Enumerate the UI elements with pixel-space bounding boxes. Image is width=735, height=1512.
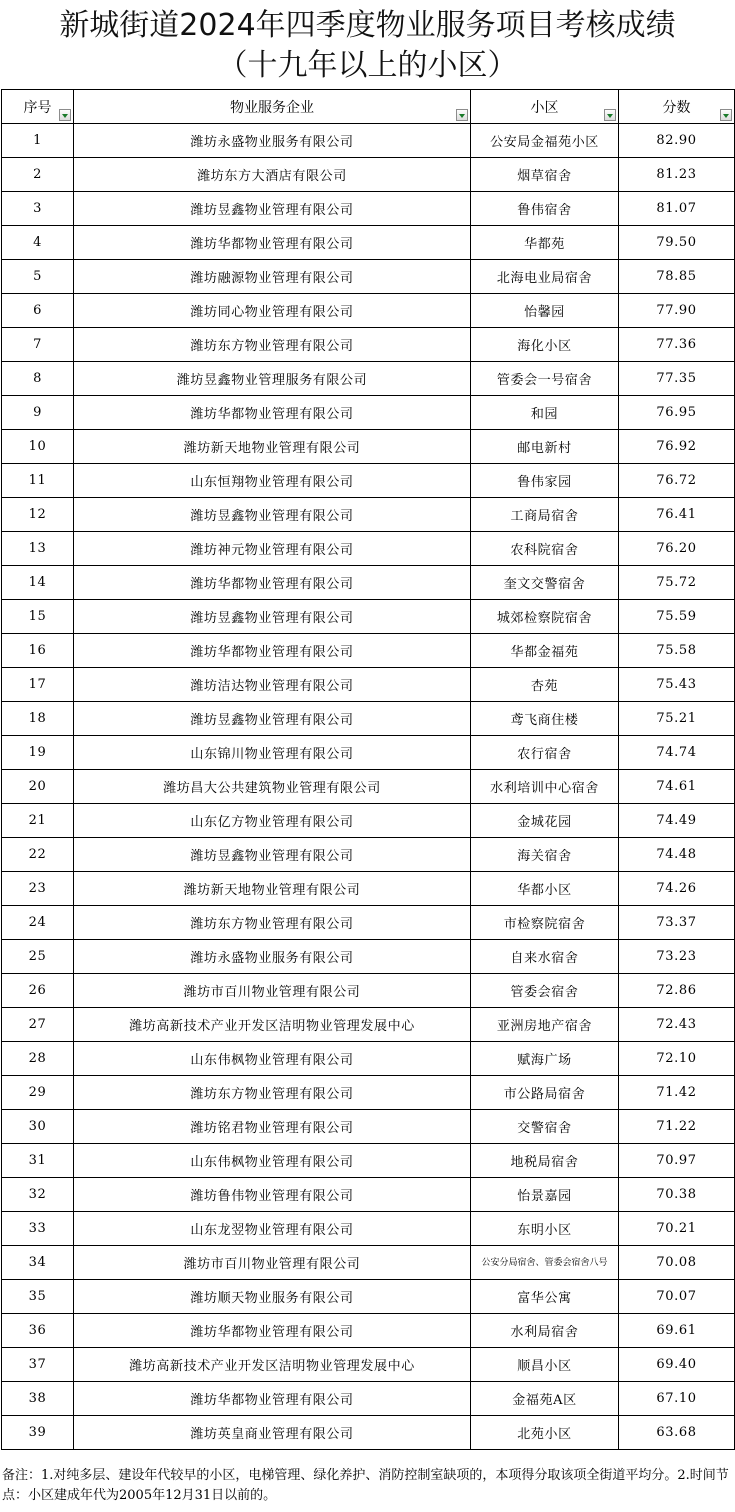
score: 76.41 <box>619 498 735 532</box>
community-name: 管委会宿舍 <box>471 974 619 1008</box>
header-label: 分数 <box>662 99 691 116</box>
score: 70.21 <box>619 1212 735 1246</box>
table-row <box>2 396 735 430</box>
community-name: 东明小区 <box>471 1212 619 1246</box>
row-index: 38 <box>2 1382 74 1416</box>
table-row <box>2 532 735 566</box>
filter-dropdown-icon[interactable] <box>604 109 616 121</box>
company-name: 潍坊洁达物业管理有限公司 <box>74 668 471 702</box>
community-name: 华都苑 <box>471 226 619 260</box>
score: 75.43 <box>619 668 735 702</box>
community-name: 城郊检察院宿舍 <box>471 600 619 634</box>
community-name: 鲁伟家园 <box>471 464 619 498</box>
table-row <box>2 1416 735 1450</box>
community-name: 邮电新村 <box>471 430 619 464</box>
row-index: 29 <box>2 1076 74 1110</box>
table-row <box>2 668 735 702</box>
community-name: 鸢飞商住楼 <box>471 702 619 736</box>
score: 70.97 <box>619 1144 735 1178</box>
row-index: 34 <box>2 1246 74 1280</box>
score: 75.72 <box>619 566 735 600</box>
community-name: 亚洲房地产宿舍 <box>471 1008 619 1042</box>
header-label: 小区 <box>530 99 559 116</box>
row-index: 11 <box>2 464 74 498</box>
row-index: 21 <box>2 804 74 838</box>
filter-dropdown-icon[interactable] <box>59 109 71 121</box>
company-name: 山东伟枫物业管理有限公司 <box>74 1144 471 1178</box>
company-name: 潍坊华都物业管理有限公司 <box>74 566 471 600</box>
company-name: 潍坊顺天物业服务有限公司 <box>74 1280 471 1314</box>
score: 70.07 <box>619 1280 735 1314</box>
community-name: 华都小区 <box>471 872 619 906</box>
score: 79.50 <box>619 226 735 260</box>
row-index: 1 <box>2 124 74 158</box>
row-index: 13 <box>2 532 74 566</box>
score: 75.59 <box>619 600 735 634</box>
score: 74.61 <box>619 770 735 804</box>
score: 76.72 <box>619 464 735 498</box>
community-name: 自来水宿舍 <box>471 940 619 974</box>
score: 74.48 <box>619 838 735 872</box>
table-row <box>2 1076 735 1110</box>
row-index: 39 <box>2 1416 74 1450</box>
company-name: 山东龙翌物业管理有限公司 <box>74 1212 471 1246</box>
score: 70.08 <box>619 1246 735 1280</box>
table-row <box>2 124 735 158</box>
table-row <box>2 770 735 804</box>
row-index: 18 <box>2 702 74 736</box>
table-row <box>2 906 735 940</box>
score: 72.43 <box>619 1008 735 1042</box>
header-community <box>471 90 619 124</box>
table-row <box>2 1144 735 1178</box>
table-row <box>2 1042 735 1076</box>
table-row <box>2 702 735 736</box>
score: 73.37 <box>619 906 735 940</box>
company-name: 潍坊永盛物业服务有限公司 <box>74 124 471 158</box>
score: 78.85 <box>619 260 735 294</box>
company-name: 潍坊昱鑫物业管理有限公司 <box>74 498 471 532</box>
score: 73.23 <box>619 940 735 974</box>
community-name: 市检察院宿舍 <box>471 906 619 940</box>
row-index: 23 <box>2 872 74 906</box>
row-index: 24 <box>2 906 74 940</box>
company-name: 潍坊融源物业管理有限公司 <box>74 260 471 294</box>
score: 71.22 <box>619 1110 735 1144</box>
community-name: 怡馨园 <box>471 294 619 328</box>
table-row <box>2 362 735 396</box>
company-name: 山东锦川物业管理有限公司 <box>74 736 471 770</box>
company-name: 潍坊昱鑫物业管理有限公司 <box>74 600 471 634</box>
community-name: 公安分局宿舍、管委会宿舍八号 <box>471 1246 619 1280</box>
company-name: 潍坊华都物业管理有限公司 <box>74 226 471 260</box>
header-company <box>74 90 471 124</box>
table-row <box>2 1212 735 1246</box>
company-name: 潍坊新天地物业管理有限公司 <box>74 430 471 464</box>
score: 77.35 <box>619 362 735 396</box>
company-name: 潍坊市百川物业管理有限公司 <box>74 1246 471 1280</box>
table-row <box>2 430 735 464</box>
community-name: 水利培训中心宿舍 <box>471 770 619 804</box>
table-body <box>2 124 735 1450</box>
table-row <box>2 804 735 838</box>
row-index: 32 <box>2 1178 74 1212</box>
company-name: 潍坊新天地物业管理有限公司 <box>74 872 471 906</box>
row-index: 36 <box>2 1314 74 1348</box>
row-index: 10 <box>2 430 74 464</box>
table-row <box>2 872 735 906</box>
header-label: 序号 <box>23 99 52 116</box>
row-index: 19 <box>2 736 74 770</box>
community-name: 农行宿舍 <box>471 736 619 770</box>
company-name: 潍坊高新技术产业开发区洁明物业管理发展中心 <box>74 1348 471 1382</box>
community-name: 公安局金福苑小区 <box>471 124 619 158</box>
row-index: 33 <box>2 1212 74 1246</box>
score: 81.23 <box>619 158 735 192</box>
company-name: 潍坊铭君物业管理有限公司 <box>74 1110 471 1144</box>
community-name: 海化小区 <box>471 328 619 362</box>
community-name: 金福苑A区 <box>471 1382 619 1416</box>
table-row <box>2 1382 735 1416</box>
filter-dropdown-icon[interactable] <box>720 109 732 121</box>
community-name: 水利局宿舍 <box>471 1314 619 1348</box>
header-label: 物业服务企业 <box>230 99 314 116</box>
community-name: 管委会一号宿舍 <box>471 362 619 396</box>
company-name: 山东亿方物业管理有限公司 <box>74 804 471 838</box>
score: 82.90 <box>619 124 735 158</box>
table-row <box>2 158 735 192</box>
community-name: 富华公寓 <box>471 1280 619 1314</box>
company-name: 潍坊神元物业管理有限公司 <box>74 532 471 566</box>
table-row <box>2 634 735 668</box>
community-name: 鲁伟宿舍 <box>471 192 619 226</box>
row-index: 25 <box>2 940 74 974</box>
row-index: 2 <box>2 158 74 192</box>
company-name: 潍坊昱鑫物业管理服务有限公司 <box>74 362 471 396</box>
company-name: 潍坊英皇商业管理有限公司 <box>74 1416 471 1450</box>
score: 71.42 <box>619 1076 735 1110</box>
community-name: 赋海广场 <box>471 1042 619 1076</box>
score: 76.92 <box>619 430 735 464</box>
table-row <box>2 328 735 362</box>
table-row <box>2 1280 735 1314</box>
community-name: 工商局宿舍 <box>471 498 619 532</box>
table-row <box>2 600 735 634</box>
score: 74.49 <box>619 804 735 838</box>
score: 75.58 <box>619 634 735 668</box>
community-name: 农科院宿舍 <box>471 532 619 566</box>
community-name: 北苑小区 <box>471 1416 619 1450</box>
company-name: 潍坊高新技术产业开发区洁明物业管理发展中心 <box>74 1008 471 1042</box>
row-index: 26 <box>2 974 74 1008</box>
table-row <box>2 464 735 498</box>
community-name: 烟草宿舍 <box>471 158 619 192</box>
company-name: 潍坊华都物业管理有限公司 <box>74 634 471 668</box>
score: 72.10 <box>619 1042 735 1076</box>
community-name: 杏苑 <box>471 668 619 702</box>
table-row <box>2 498 735 532</box>
score: 67.10 <box>619 1382 735 1416</box>
community-name: 市公路局宿舍 <box>471 1076 619 1110</box>
company-name: 潍坊华都物业管理有限公司 <box>74 396 471 430</box>
company-name: 潍坊东方大酒店有限公司 <box>74 158 471 192</box>
company-name: 山东伟枫物业管理有限公司 <box>74 1042 471 1076</box>
score: 74.26 <box>619 872 735 906</box>
company-name: 潍坊昱鑫物业管理有限公司 <box>74 838 471 872</box>
company-name: 潍坊昱鑫物业管理有限公司 <box>74 702 471 736</box>
table-row <box>2 838 735 872</box>
row-index: 35 <box>2 1280 74 1314</box>
row-index: 5 <box>2 260 74 294</box>
score: 72.86 <box>619 974 735 1008</box>
table-row <box>2 1110 735 1144</box>
table-row <box>2 192 735 226</box>
community-name: 金城花园 <box>471 804 619 838</box>
row-index: 31 <box>2 1144 74 1178</box>
score-table <box>1 89 735 1450</box>
community-name: 华都金福苑 <box>471 634 619 668</box>
row-index: 20 <box>2 770 74 804</box>
score: 77.90 <box>619 294 735 328</box>
score: 76.20 <box>619 532 735 566</box>
table-row <box>2 294 735 328</box>
company-name: 潍坊华都物业管理有限公司 <box>74 1382 471 1416</box>
header-index <box>2 90 74 124</box>
community-name: 顺昌小区 <box>471 1348 619 1382</box>
row-index: 17 <box>2 668 74 702</box>
score: 81.07 <box>619 192 735 226</box>
company-name: 潍坊东方物业管理有限公司 <box>74 1076 471 1110</box>
page-subtitle: （十九年以上的小区） <box>217 48 518 83</box>
company-name: 潍坊昌大公共建筑物业管理有限公司 <box>74 770 471 804</box>
company-name: 潍坊东方物业管理有限公司 <box>74 906 471 940</box>
page-title: 新城街道2024年四季度物业服务项目考核成绩 <box>59 8 676 43</box>
row-index: 37 <box>2 1348 74 1382</box>
header-row <box>2 90 735 124</box>
table-row <box>2 1178 735 1212</box>
row-index: 12 <box>2 498 74 532</box>
table-row <box>2 940 735 974</box>
row-index: 3 <box>2 192 74 226</box>
row-index: 8 <box>2 362 74 396</box>
company-name: 潍坊昱鑫物业管理有限公司 <box>74 192 471 226</box>
score: 76.95 <box>619 396 735 430</box>
company-name: 潍坊永盛物业服务有限公司 <box>74 940 471 974</box>
table-row <box>2 566 735 600</box>
score: 63.68 <box>619 1416 735 1450</box>
score: 74.74 <box>619 736 735 770</box>
company-name: 潍坊东方物业管理有限公司 <box>74 328 471 362</box>
table-row <box>2 736 735 770</box>
score: 70.38 <box>619 1178 735 1212</box>
row-index: 6 <box>2 294 74 328</box>
company-name: 潍坊鲁伟物业管理有限公司 <box>74 1178 471 1212</box>
company-name: 潍坊同心物业管理有限公司 <box>74 294 471 328</box>
row-index: 16 <box>2 634 74 668</box>
table-row <box>2 1008 735 1042</box>
row-index: 22 <box>2 838 74 872</box>
table-row <box>2 974 735 1008</box>
row-index: 30 <box>2 1110 74 1144</box>
row-index: 9 <box>2 396 74 430</box>
row-index: 27 <box>2 1008 74 1042</box>
footnote: 备注：1.对纯多层、建设年代较早的小区，电梯管理、绿化养护、消防控制室缺项的，本项得分取该项全街道平均分。2.时间节点：小区建成年代为2005年12月31日以前的。 <box>2 1468 729 1503</box>
community-name: 和园 <box>471 396 619 430</box>
score: 69.61 <box>619 1314 735 1348</box>
community-name: 北海电业局宿舍 <box>471 260 619 294</box>
score: 69.40 <box>619 1348 735 1382</box>
header-score <box>619 90 735 124</box>
row-index: 7 <box>2 328 74 362</box>
row-index: 14 <box>2 566 74 600</box>
row-index: 15 <box>2 600 74 634</box>
community-name: 怡景嘉园 <box>471 1178 619 1212</box>
company-name: 山东恒翔物业管理有限公司 <box>74 464 471 498</box>
company-name: 潍坊华都物业管理有限公司 <box>74 1314 471 1348</box>
row-index: 4 <box>2 226 74 260</box>
table-row <box>2 1314 735 1348</box>
score: 77.36 <box>619 328 735 362</box>
table-row <box>2 260 735 294</box>
row-index: 28 <box>2 1042 74 1076</box>
table-row <box>2 226 735 260</box>
community-name: 奎文交警宿舍 <box>471 566 619 600</box>
company-name: 潍坊市百川物业管理有限公司 <box>74 974 471 1008</box>
filter-dropdown-icon[interactable] <box>456 109 468 121</box>
community-name: 交警宿舍 <box>471 1110 619 1144</box>
table-row <box>2 1246 735 1280</box>
table-row <box>2 1348 735 1382</box>
community-name: 地税局宿舍 <box>471 1144 619 1178</box>
score: 75.21 <box>619 702 735 736</box>
community-name: 海关宿舍 <box>471 838 619 872</box>
